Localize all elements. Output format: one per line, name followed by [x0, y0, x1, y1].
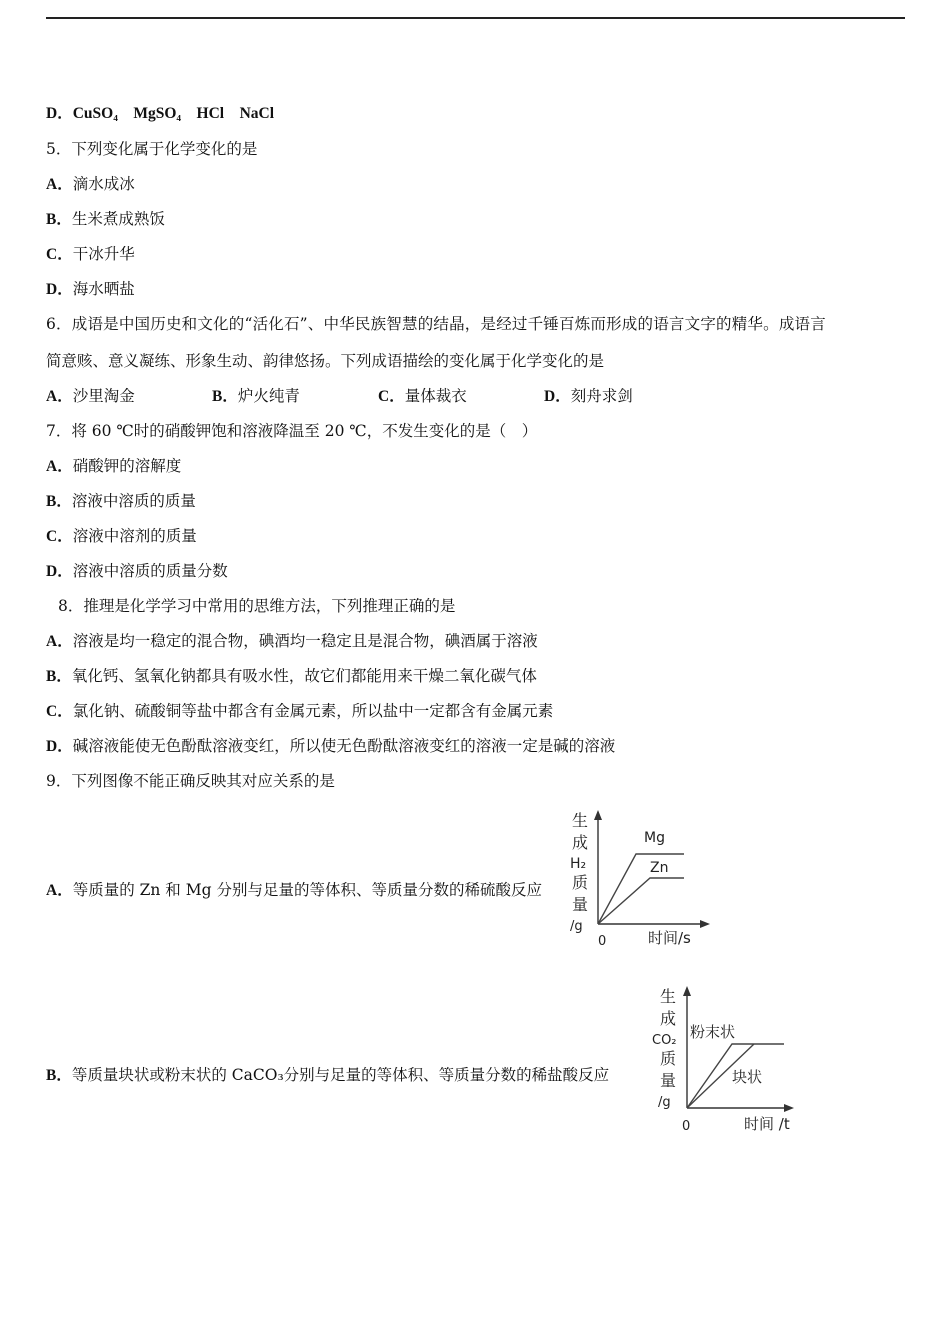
q9-option-b [46, 1065, 609, 1086]
series-label-powder: 粉末状 [690, 1023, 736, 1041]
q6-option-d [544, 386, 633, 407]
q8-option-a [46, 631, 538, 652]
option-letter: D． [46, 563, 73, 580]
q5-option-a [46, 174, 135, 195]
q9-option-a [46, 880, 542, 901]
option-text: 溶液中溶质的质量 [71, 492, 196, 510]
option-text: 干冰升华 [72, 245, 135, 263]
y-label-3: 质 [660, 1049, 677, 1068]
y-label-4: 量 [660, 1071, 677, 1090]
q7-option-b [46, 491, 196, 512]
option-letter: B． [46, 493, 72, 510]
option-text: 滴水成冰 [72, 175, 135, 193]
option-letter: B． [46, 668, 72, 685]
y-label-3: 质 [572, 873, 589, 892]
option-text: 等质量的 Zn 和 Mg 分别与足量的等体积、等质量分数的稀硫酸反应 [72, 881, 542, 899]
option-letter: A． [46, 388, 73, 405]
option-text: 沙里淘金 [72, 387, 135, 405]
x-axis-arrow [784, 1104, 794, 1112]
q7-option-c [46, 526, 197, 547]
option-letter: D． [46, 281, 73, 298]
y-label-4: 量 [572, 895, 589, 914]
option-text: 溶液中溶质的质量分数 [72, 562, 228, 580]
option-text: 硝酸钾的溶解度 [72, 457, 182, 475]
y-label-5: /g [658, 1095, 671, 1110]
y-label-0: 生 [572, 811, 589, 830]
option-letter: B． [46, 1067, 72, 1084]
q7-option-a [46, 456, 181, 477]
y-label-1: 成 [660, 1009, 677, 1028]
y-axis-arrow [683, 986, 691, 996]
chart-b-co2-vs-time [652, 982, 812, 1142]
option-letter: A． [46, 176, 73, 193]
x-axis-label: 时间/s [648, 929, 691, 947]
q5-stem: 5．下列变化属于化学变化的是 [46, 140, 258, 158]
option-letter: D． [46, 738, 73, 755]
option-letter: A． [46, 633, 73, 650]
option-text: 氧化钙、氢氧化钠都具有吸水性，故它们都能用来干燥二氧化碳气体 [71, 667, 537, 685]
chart-a-h2-vs-time [566, 806, 726, 956]
option-text: 溶液是均一稳定的混合物，碘酒均一稳定且是混合物，碘酒属于溶液 [72, 632, 538, 650]
option-letter: A． [46, 458, 73, 475]
q5-option-d [46, 279, 135, 300]
y-label-2: H₂ [570, 856, 587, 872]
option-text: 量体裁衣 [404, 387, 467, 405]
y-label-5: /g [570, 919, 583, 934]
series-label-mg: Mg [644, 830, 665, 846]
q8-option-b [46, 666, 537, 687]
option-letter: C． [378, 388, 405, 405]
q5-option-b [46, 209, 165, 230]
option-letter: A． [46, 882, 73, 899]
option-text: 溶液中溶剂的质量 [72, 527, 197, 545]
option-letter: C． [46, 528, 73, 545]
option-text: 氯化钠、硫酸铜等盐中都含有金属元素，所以盐中一定都含有金属元素 [72, 702, 554, 720]
q6-option-c [378, 386, 544, 407]
option-letter: D． [46, 105, 73, 122]
q6-options [46, 386, 633, 407]
option-text: 等质量块状或粉末状的 CaCO₃分别与足量的等体积、等质量分数的稀盐酸反应 [71, 1066, 610, 1084]
x-axis-arrow [700, 920, 710, 928]
series-label-zn: Zn [650, 860, 669, 876]
option-text: 刻舟求剑 [570, 387, 633, 405]
header-rule [46, 17, 905, 19]
option-letter: B． [212, 388, 238, 405]
series-label-lump: 块状 [732, 1068, 763, 1086]
q6-stem-line1: 6．成语是中国历史和文化的“活化石”、中华民族智慧的结晶，是经过千锤百炼而形成的语言文字的精华。成语言 [46, 315, 826, 333]
origin-label: 0 [682, 1119, 691, 1134]
y-label-0: 生 [660, 987, 677, 1006]
option-text: CuSO₄ MgSO₄ HCl NaCl [72, 105, 275, 122]
option-text: 炉火纯青 [237, 387, 300, 405]
y-label-1: 成 [572, 833, 589, 852]
q6-stem-line2: 简意赅、意义凝练、形象生动、韵律悠扬。下列成语描绘的变化属于化学变化的是 [46, 352, 605, 370]
option-letter: D． [544, 388, 571, 405]
origin-label: 0 [598, 934, 607, 949]
q5-option-c [46, 244, 135, 265]
option-letter: B． [46, 211, 72, 228]
option-text: 生米煮成熟饭 [71, 210, 165, 228]
q6-option-a [46, 386, 212, 407]
q8-stem: 8．推理是化学学习中常用的思维方法，下列推理正确的是 [58, 597, 456, 615]
option-letter: C． [46, 246, 73, 263]
option-text: 海水晒盐 [72, 280, 135, 298]
q7-option-d [46, 561, 228, 582]
q4-option-d [46, 103, 274, 124]
q7-stem: 7．将 60 ℃时的硝酸钾饱和溶液降温至 20 ℃，不发生变化的是（ ） [46, 422, 538, 440]
q6-option-b [212, 386, 378, 407]
x-axis-label: 时间 /t [744, 1115, 790, 1133]
q8-option-c [46, 701, 553, 722]
q8-option-d [46, 736, 615, 757]
option-letter: C． [46, 703, 73, 720]
q9-stem: 9．下列图像不能正确反映其对应关系的是 [46, 772, 335, 790]
y-label-2: CO₂ [652, 1033, 677, 1048]
option-text: 碱溶液能使无色酚酞溶液变红，所以使无色酚酞溶液变红的溶液一定是碱的溶液 [72, 737, 616, 755]
y-axis-arrow [594, 810, 602, 820]
